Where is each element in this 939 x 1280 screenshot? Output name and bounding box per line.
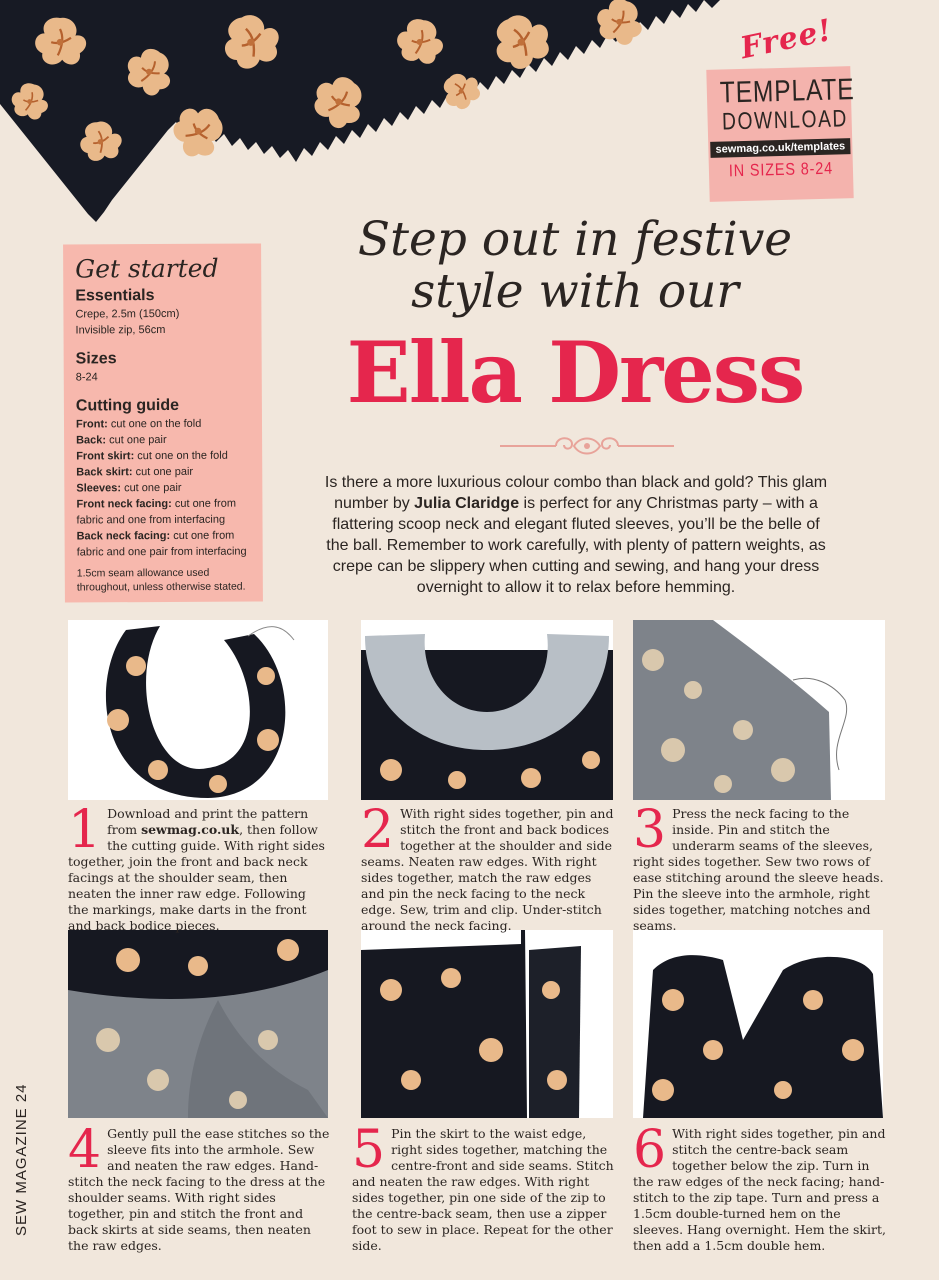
step-5-photo [361, 930, 613, 1118]
badge-free-label: Free! [737, 12, 836, 67]
cutting-item: Sleeves: cut one pair [76, 481, 182, 495]
essentials-heading: Essentials [75, 287, 155, 305]
headline-line-1: Step out in festive [357, 212, 793, 267]
badge-subtitle: DOWNLOAD [721, 105, 849, 136]
template-download-badge [706, 66, 853, 202]
fabric-header-image [0, 0, 720, 230]
step-4-text: 4 Gently pull the ease stitches so the sleeve fits into the armhole. Sew and neaten the raw edges. Hand-stitch the neck facing to the dress at the shoulder seams. With right sides together, pin and stitch the front and back skirts at side seams, then neaten the raw edges. [68, 1120, 330, 1253]
flourish-ornament [496, 432, 678, 460]
author-name: Julia Claridge [414, 495, 520, 512]
step-6-photo [633, 930, 883, 1118]
cutting-guide-heading: Cutting guide [75, 396, 180, 415]
sizes-value: 8-24 [75, 371, 98, 384]
step-1-text: 1 Download and print the pattern from sewmag.co.uk, then follow the cutting guide. With right sides together, join the front and back neck facings at the shoulder seam, then neaten the inner raw edge. Following the markings, make darts in the front and back bodice pieces. [68, 800, 325, 933]
headline-intro [330, 214, 820, 318]
cutting-item: Front neck facing: cut one from fabric and one from interfacing [76, 497, 237, 527]
panel-title: Get started [75, 253, 219, 284]
step-2-photo [361, 620, 613, 800]
step-number: 2 [361, 800, 395, 860]
sizes-heading: Sizes [75, 350, 117, 368]
cutting-item: Front skirt: cut one on the fold [76, 449, 228, 463]
step-number: 5 [352, 1120, 386, 1180]
essentials-item: Crepe, 2.5m (150cm) [75, 307, 180, 321]
step-2-text: 2 With right sides together, pin and stitch the front and back bodices together at the shoulder and side seams. Neaten raw edges. With right sides together, match the raw edges and pin the neck facing to the neck edge. Sew, trim and clip. Under-stitch around the neck facing. [361, 800, 614, 933]
website-link: sewmag.co.uk [141, 822, 240, 837]
step-3-text: 3 Press the neck facing to the inside. Pin and stitch the underarm seams of the sleeves, right sides together. Sew two rows of ease stitching around the sleeve heads. Pin the sleeve into the armhole, right sides together, matching notches and seams. [633, 800, 884, 933]
badge-title: TEMPLATE [719, 73, 855, 110]
essentials-item: Invisible zip, 56cm [75, 323, 166, 337]
step-3-photo [633, 620, 885, 800]
step-5-text: 5 Pin the skirt to the waist edge, right sides together, matching the centre-front and side seams. Stitch and neaten the raw edges. With right sides together, pin one side of the zip to the centre-back seam, then use a zipper foot to sew in place. Repeat for the other side. [352, 1120, 614, 1253]
step-number: 1 [68, 800, 102, 860]
cutting-item: Back: cut one pair [76, 433, 167, 447]
step-4-photo [68, 930, 328, 1118]
step-1-photo [68, 620, 328, 800]
step-number: 6 [633, 1120, 667, 1180]
headline-main: Ella Dress [346, 323, 804, 422]
badge-url[interactable]: sewmag.co.uk/templates [710, 138, 850, 158]
intro-paragraph: Is there a more luxurious colour combo than black and gold? This glam number by Julia Claridge is perfect for any Christmas party – with a flattering scoop neck and elegant fluted sleeves, you’ll be the belle of the ball. Remember to work carefully, with plenty of pattern weights, as crepe can be slippery when cutting and sewing, and hang your dress overnight to allow it to relax before hemming. [324, 474, 828, 596]
step-6-text: 6 With right sides together, pin and stitch the centre-back seam together below the zip. Turn in the raw edges of the neck facing; hand-stitch to the zip tape. Turn and press a 1.5cm double-turned hem on the sleeves. Hang overnight. Hem the skirt, then add a 1.5cm double hem. [633, 1120, 886, 1253]
cutting-item: Back neck facing: cut one from fabric and one pair from interfacing [76, 529, 247, 559]
page-folio: SEW MAGAZINE 24 [13, 1083, 30, 1236]
headline-line-2: style with our [411, 264, 739, 319]
cutting-item: Front: cut one on the fold [75, 417, 202, 431]
cutting-item: Back skirt: cut one pair [76, 465, 194, 479]
step-number: 3 [633, 800, 667, 860]
seam-allowance-note: 1.5cm seam allowance used throughout, unless otherwise stated. [76, 566, 246, 594]
badge-sizes: IN SIZES 8-24 [728, 158, 834, 181]
get-started-panel [63, 243, 263, 602]
step-number: 4 [68, 1120, 102, 1180]
